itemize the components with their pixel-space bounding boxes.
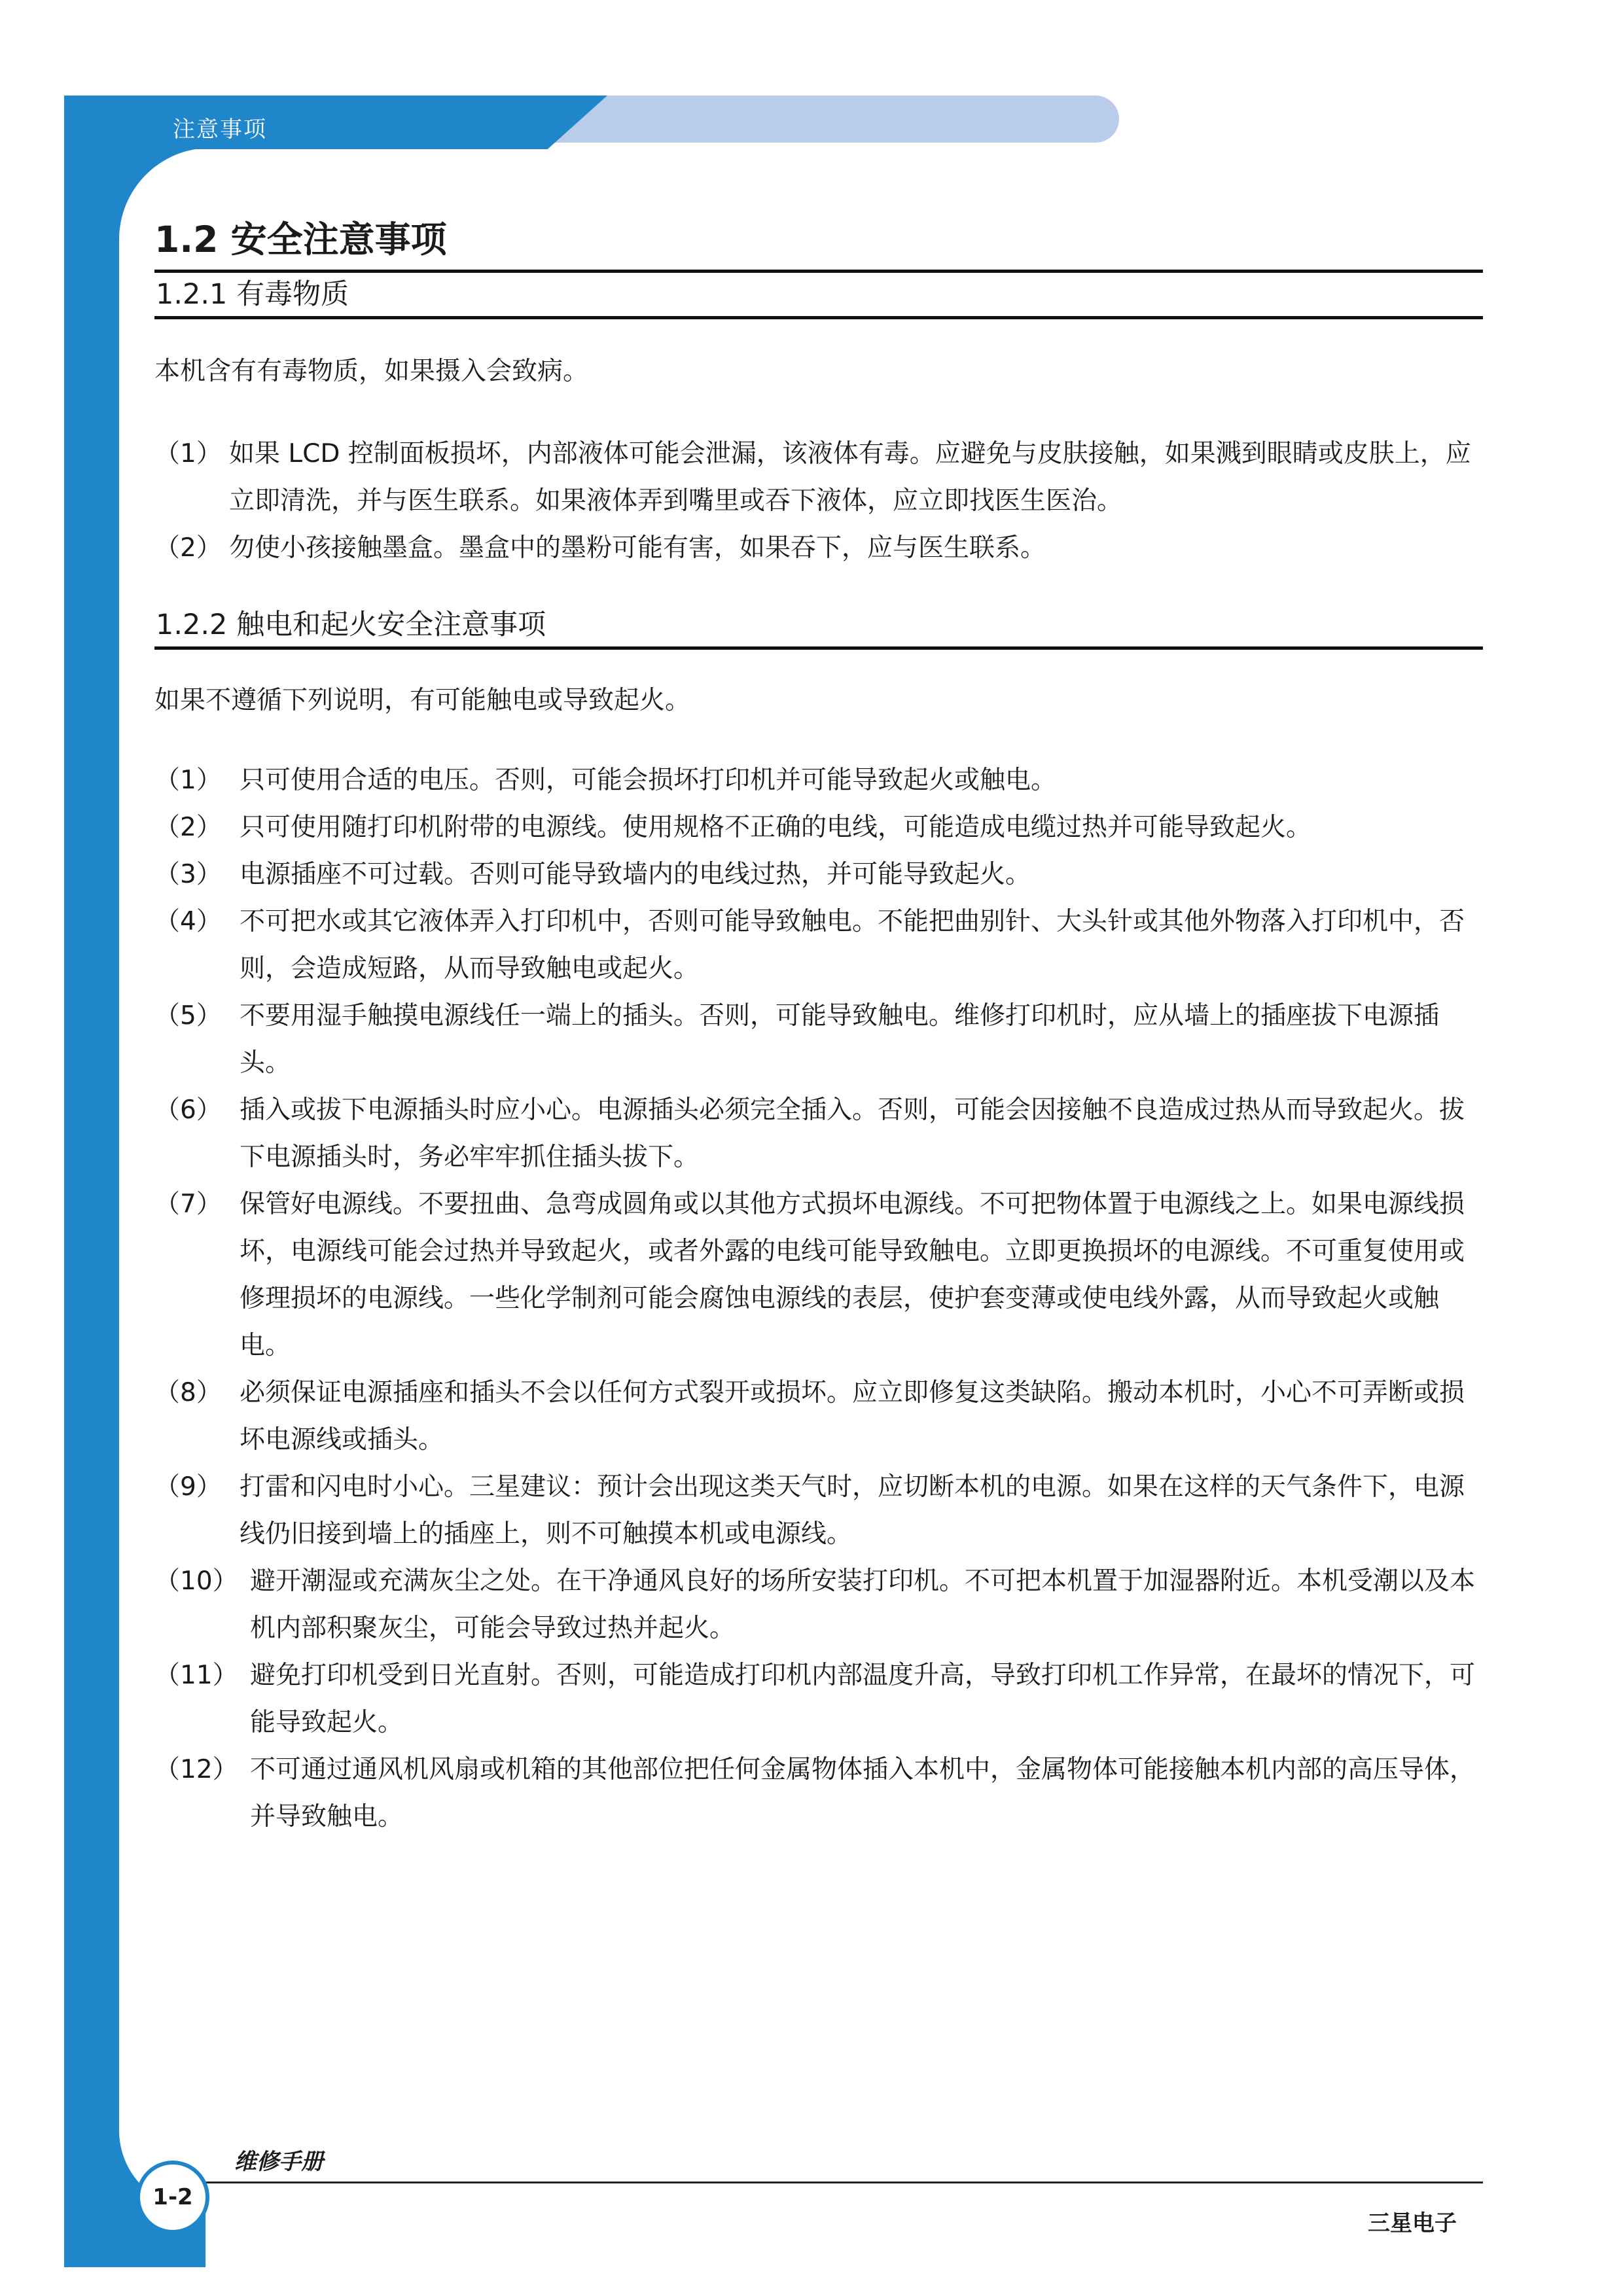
list-item — [154, 1558, 1483, 1652]
list-item — [154, 898, 1483, 993]
list-item — [154, 525, 1483, 572]
list-item — [154, 757, 1483, 804]
list-item-number: （1） — [154, 439, 222, 468]
electric-intro: 如果不遵循下列说明，有可能触电或导致起火。 — [154, 686, 691, 715]
list-item-number: （10） — [154, 1566, 238, 1596]
list-item-text: 如果 LCD 控制面板损坏，内部液体可能会泄漏，该液体有毒。应避免与皮肤接触，如果溅到眼睛或皮肤上，应立即清洗，并与医生联系。如果液体弄到嘴里或吞下液体，应立即找医生医治。 — [229, 439, 1471, 516]
list-item-number: （8） — [154, 1378, 222, 1407]
list-item — [154, 993, 1483, 1087]
header-tab-extension — [524, 96, 1119, 143]
list-item — [154, 1652, 1483, 1746]
list-item-number: （3） — [154, 860, 222, 889]
list-item — [154, 1087, 1483, 1181]
list-item-text: 电源插座不可过载。否则可能导致墙内的电线过热，并可能导致起火。 — [240, 860, 1031, 889]
footer-divider — [196, 2181, 1483, 2183]
list-item-text: 不要用湿手触摸电源线任一端上的插头。否则，可能导致触电。维修打印机时，应从墙上的插座拔下电源插头。 — [240, 1001, 1440, 1078]
header-tab-label: 注意事项 — [173, 116, 267, 143]
list-item-number: （5） — [154, 1001, 222, 1031]
list-item-number: （11） — [154, 1661, 238, 1690]
list-item-text: 打雷和闪电时小心。三星建议：预计会出现这类天气时，应切断本机的电源。如果在这样的天气条件下，电源线仍旧接到墙上的插座上，则不可触摸本机或电源线。 — [240, 1472, 1465, 1549]
content — [154, 209, 1483, 1841]
list-item-number: （6） — [154, 1095, 222, 1125]
list-item-number: （2） — [154, 533, 222, 563]
list-item-number: （2） — [154, 813, 222, 842]
subsection-title-toxic: 1.2.1 有毒物质 — [154, 270, 1483, 319]
list-item-text: 勿使小孩接触墨盒。墨盒中的墨粉可能有害，如果吞下，应与医生联系。 — [229, 533, 1046, 563]
footer-manual-title: 维修手册 — [234, 2149, 323, 2175]
footer-company: 三星电子 — [1368, 2210, 1457, 2236]
list-item — [154, 1369, 1483, 1464]
page-number: 1-2 — [136, 2161, 209, 2234]
header-tab — [64, 96, 607, 149]
list-item — [154, 431, 1483, 525]
list-item-text: 必须保证电源插座和插头不会以任何方式裂开或损坏。应立即修复这类缺陷。搬动本机时，小心不可弄断或损坏电源线或插头。 — [240, 1378, 1465, 1455]
list-item-text: 不可把水或其它液体弄入打印机中，否则可能导致触电。不能把曲别针、大头针或其他外物落入打印机中，否则，会造成短路，从而导致触电或起火。 — [240, 907, 1465, 983]
list-item — [154, 804, 1483, 851]
list-item-text: 只可使用随打印机附带的电源线。使用规格不正确的电线，可能造成电缆过热并可能导致起火。 — [240, 813, 1312, 842]
toxic-intro: 本机含有有毒物质，如果摄入会致病。 — [154, 357, 589, 386]
list-item-number: （1） — [154, 766, 222, 795]
list-item-number: （9） — [154, 1472, 222, 1502]
list-item — [154, 1746, 1483, 1841]
subsection-title-electric: 1.2.2 触电和起火安全注意事项 — [154, 603, 1483, 650]
list-item-text: 不可通过通风机风扇或机箱的其他部位把任何金属物体插入本机中，金属物体可能接触本机内部的高压导体，并导致触电。 — [250, 1755, 1476, 1831]
list-item-text: 保管好电源线。不要扭曲、急弯成圆角或以其他方式损坏电源线。不可把物体置于电源线之上。如果电源线损坏，电源线可能会过热并导致起火，或者外露的电线可能导致触电。立即更换损坏的电源线。不可重复使用或修理损坏的电源线。一些化学制剂可能会腐蚀电源线的表层，使护套变薄或使电线外露，从而导致起火或触电。 — [240, 1190, 1465, 1360]
list-item-text: 避免打印机受到日光直射。否则，可能造成打印机内部温度升高，导致打印机工作异常，在最坏的情况下，可能导致起火。 — [250, 1661, 1476, 1737]
list-item-number: （12） — [154, 1755, 238, 1784]
list-item — [154, 1181, 1483, 1369]
list-item-text: 插入或拔下电源插头时应小心。电源插头必须完全插入。否则，可能会因接触不良造成过热从而导致起火。拔下电源插头时，务必牢牢抓住插头拔下。 — [240, 1095, 1465, 1172]
toxic-list — [154, 431, 1483, 572]
section-title: 1.2 安全注意事项 — [154, 219, 447, 260]
list-item-number: （4） — [154, 907, 222, 936]
list-item — [154, 851, 1483, 898]
list-item-text: 避开潮湿或充满灰尘之处。在干净通风良好的场所安装打印机。不可把本机置于加湿器附近。本机受潮以及本机内部积聚灰尘，可能会导致过热并起火。 — [250, 1566, 1476, 1643]
list-item-text: 只可使用合适的电压。否则，可能会损坏打印机并可能导致起火或触电。 — [240, 766, 1057, 795]
list-item — [154, 1464, 1483, 1558]
electric-list — [154, 757, 1483, 1841]
list-item-number: （7） — [154, 1190, 222, 1219]
